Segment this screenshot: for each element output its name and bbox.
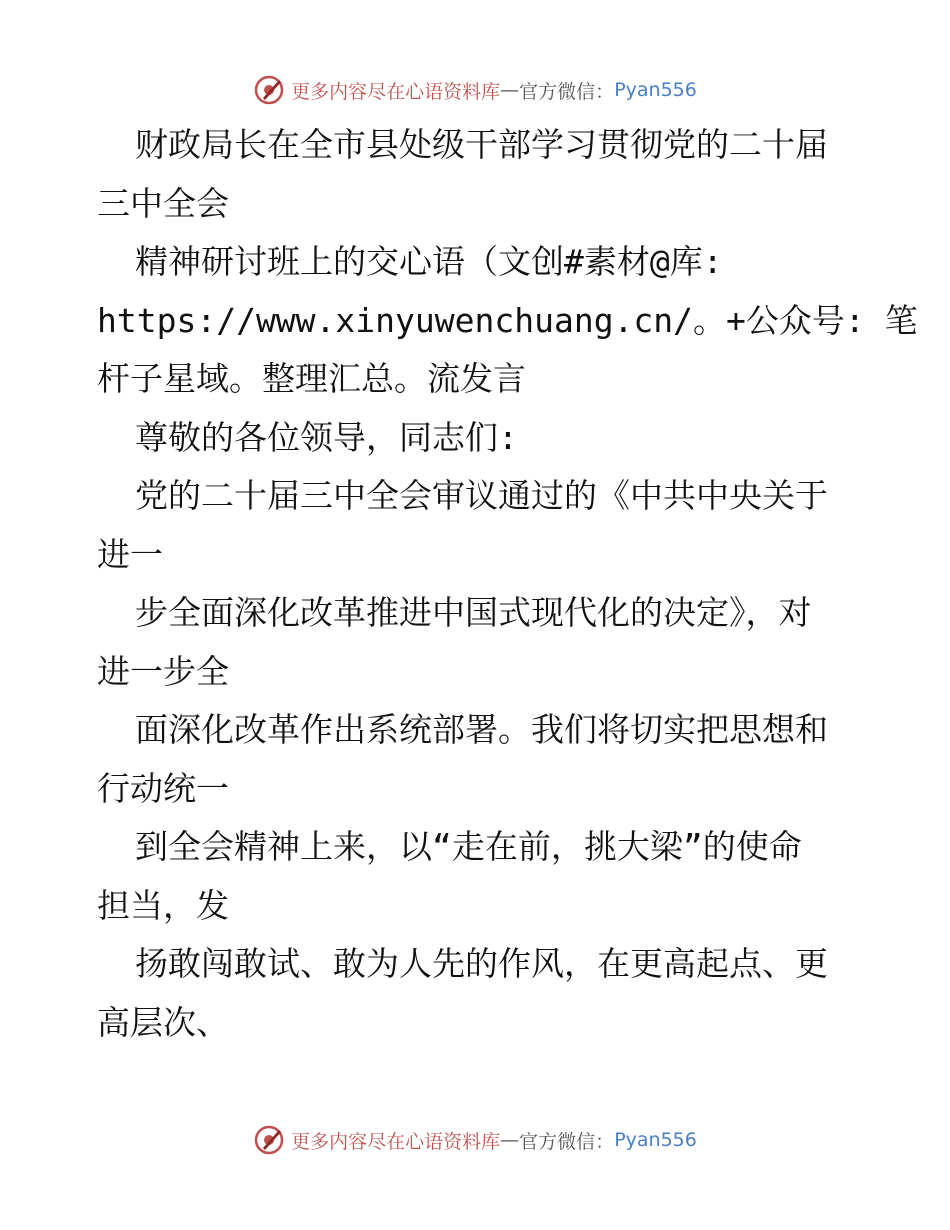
banner-dash: —: [500, 79, 520, 101]
title-line-2: 三中全会: [97, 183, 229, 223]
body-line: 高层次、: [97, 1002, 229, 1042]
header-banner: [0, 70, 950, 110]
salutation: 尊敬的各位领导，同志们:: [135, 417, 518, 457]
body-line: 扬敢闯敢试、敢为人先的作风，在更高起点、更: [135, 944, 828, 983]
banner-wechat-id: Pyan556: [614, 79, 697, 101]
banner-dash: —: [500, 1129, 520, 1151]
footer-banner: [0, 1120, 950, 1160]
body-line: 党的二十届三中全会审议通过的《中共中央关于: [135, 476, 828, 515]
subtitle-line-2: https://www.xinyuwenchuang.cn/。+公众号: 笔: [97, 300, 918, 340]
banner-wechat-label: 官方微信：: [519, 1130, 615, 1153]
body-line: 进一步全: [97, 651, 229, 691]
body-line: 面深化改革作出系统部署。我们将切实把思想和: [135, 710, 828, 749]
pen-logo-icon: [253, 74, 285, 106]
body-line: 行动统一: [97, 768, 229, 808]
body-line: 进一: [97, 534, 163, 574]
banner-wechat-label: 官方微信：: [519, 80, 615, 103]
banner-wechat-id: Pyan556: [614, 1129, 697, 1151]
document-body: [97, 116, 918, 1052]
banner-title: 更多内容尽在心语资料库: [291, 80, 501, 103]
pen-logo-icon: [253, 1124, 285, 1156]
body-line: 到全会精神上来，以“走在前，挑大梁”的使命: [135, 827, 802, 866]
title-line-1: 财政局长在全市县处级干部学习贯彻党的二十届: [135, 125, 828, 164]
subtitle-line-1: 精神研讨班上的交心语（文创#素材@库:: [135, 242, 723, 281]
body-line: 担当，发: [97, 885, 229, 925]
body-line: 步全面深化改革推进中国式现代化的决定》，对: [135, 593, 812, 632]
subtitle-line-3: 杆子星域。整理汇总。流发言: [97, 359, 526, 398]
banner-title: 更多内容尽在心语资料库: [291, 1130, 501, 1153]
